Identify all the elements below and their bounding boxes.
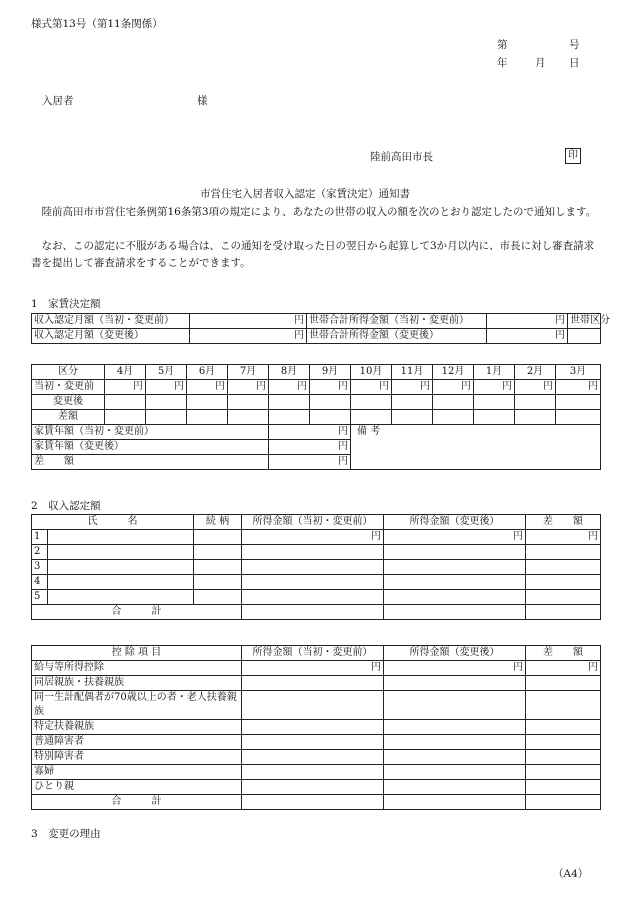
- rent-row-difference: [32, 410, 601, 425]
- yen-unit: 円: [242, 661, 384, 676]
- deduction-item: 普通障害者: [32, 735, 242, 750]
- rent-row-label: 変更後: [32, 395, 105, 410]
- household-class-label: 世帯区分: [568, 314, 601, 329]
- header-income-initial: 所得金額（当初・変更前）: [242, 515, 384, 530]
- annual-rent-changed-label: 家賃年額（変更後）: [32, 440, 269, 455]
- row-number: 4: [32, 575, 48, 590]
- deduction-item: 特別障害者: [32, 750, 242, 765]
- deduction-item: 給与等所得控除: [32, 661, 242, 676]
- section2-title: 2 収入認定額: [31, 500, 101, 512]
- row-number: 5: [32, 590, 48, 605]
- yen-unit: 円: [190, 314, 307, 329]
- date-day: 日: [569, 57, 580, 69]
- month-value-cell: [351, 395, 392, 410]
- month-value-cell: 円: [474, 380, 515, 395]
- deduction-item: 特定扶養親族: [32, 720, 242, 735]
- yen-unit: 円: [487, 314, 568, 329]
- rent-row-changed: [32, 395, 601, 410]
- annual-rent-initial-label: 家賃年額（当初・変更前）: [32, 425, 269, 440]
- deduction-item: 寡婦: [32, 765, 242, 780]
- month-header-cell: 5月: [146, 365, 187, 380]
- month-value-cell: [310, 410, 351, 425]
- month-value-cell: 円: [310, 380, 351, 395]
- month-value-cell: [433, 410, 474, 425]
- date-year: 年: [497, 57, 508, 69]
- yen-unit: 円: [269, 455, 351, 470]
- row2-mid-label: 世帯合計所得金額（変更後）: [307, 329, 487, 344]
- header-relationship: 続 柄: [194, 515, 242, 530]
- deduction-table: [31, 645, 601, 810]
- header-income-initial: 所得金額（当初・変更前）: [242, 646, 384, 661]
- month-value-cell: 円: [228, 380, 269, 395]
- month-value-cell: [105, 410, 146, 425]
- month-value-cell: [187, 410, 228, 425]
- monthly-rent-table: [31, 364, 601, 470]
- header-difference: 差 額: [526, 515, 601, 530]
- month-value-cell: [187, 395, 228, 410]
- month-value-cell: 円: [351, 380, 392, 395]
- month-value-cell: 円: [187, 380, 228, 395]
- yen-unit: 円: [526, 661, 601, 676]
- paragraph-2: なお、この認定に不服がある場合は、この通知を受け取った日の翌日から起算して3か月以内に、市長に対し審査請求書を提出して審査請求をすることができます。: [31, 240, 595, 269]
- rent-row-label: 差額: [32, 410, 105, 425]
- month-value-cell: [474, 395, 515, 410]
- month-value-cell: [474, 410, 515, 425]
- number-suffix: 号: [569, 39, 580, 51]
- deduction-item: 同一生計配偶者が70歳以上の者・老人扶養親族: [32, 691, 242, 720]
- rent-decision-table: [31, 313, 610, 344]
- row-number: 2: [32, 545, 48, 560]
- row1-mid-label: 世帯合計所得金額（当初・変更前）: [307, 314, 487, 329]
- month-header-cell: 10月: [351, 365, 392, 380]
- yen-unit: 円: [269, 440, 351, 455]
- section3-title: 3 変更の理由: [31, 828, 101, 840]
- month-value-cell: [515, 395, 556, 410]
- paragraph-1: 陸前高田市市営住宅条例第16条第3項の規定により、あなたの世帯の収入の額を次のとおり認定したので通知します。: [41, 206, 597, 218]
- month-value-cell: [556, 410, 601, 425]
- month-header-cell: 1月: [474, 365, 515, 380]
- month-value-cell: [351, 410, 392, 425]
- form-id: 様式第13号（第11条関係）: [31, 18, 163, 30]
- month-value-cell: [146, 410, 187, 425]
- income-table: [31, 514, 601, 620]
- yen-unit: 円: [384, 661, 526, 676]
- month-value-cell: [269, 410, 310, 425]
- issuer: 陸前高田市長: [370, 151, 433, 163]
- household-class-value: [568, 329, 601, 344]
- document-title: 市営住宅入居者収入認定（家賃決定）通知書: [200, 188, 410, 200]
- remarks-cell: [351, 425, 601, 470]
- month-value-cell: [392, 395, 433, 410]
- month-header-cell: 2月: [515, 365, 556, 380]
- month-header-cell: 9月: [310, 365, 351, 380]
- month-value-cell: [228, 410, 269, 425]
- date-month: 月: [535, 57, 546, 69]
- remarks-label: 備 考: [357, 426, 381, 437]
- month-value-cell: [269, 395, 310, 410]
- month-value-cell: 円: [146, 380, 187, 395]
- month-header-cell: 8月: [269, 365, 310, 380]
- rent-row-label: 当初・変更前: [32, 380, 105, 395]
- yen-unit: 円: [526, 530, 601, 545]
- header-difference: 差 額: [526, 646, 601, 661]
- row1-left-label: 収入認定月額（当初・変更前）: [32, 314, 190, 329]
- month-value-cell: 円: [269, 380, 310, 395]
- header-deduction-item: 控 除 項 目: [32, 646, 242, 661]
- yen-unit: 円: [242, 530, 384, 545]
- row2-left-label: 収入認定月額（変更後）: [32, 329, 190, 344]
- month-value-cell: 円: [433, 380, 474, 395]
- recipient-honorific: 様: [197, 95, 208, 107]
- month-value-cell: [556, 395, 601, 410]
- month-value-cell: 円: [105, 380, 146, 395]
- row-number: 1: [32, 530, 48, 545]
- month-header-cell: 6月: [187, 365, 228, 380]
- month-value-cell: [310, 395, 351, 410]
- row-number: 3: [32, 560, 48, 575]
- yen-unit: 円: [384, 530, 526, 545]
- month-value-cell: 円: [392, 380, 433, 395]
- annual-rent-difference-label: 差 額: [32, 455, 269, 470]
- deduction-item: 同居親族・扶養親族: [32, 676, 242, 691]
- header-income-changed: 所得金額（変更後）: [384, 515, 526, 530]
- month-value-cell: [146, 395, 187, 410]
- deduction-total-label: 合 計: [32, 795, 242, 810]
- header-income-changed: 所得金額（変更後）: [384, 646, 526, 661]
- month-header-cell: 3月: [556, 365, 601, 380]
- month-header-cell: 7月: [228, 365, 269, 380]
- month-header-row: [32, 365, 601, 380]
- month-value-cell: [433, 395, 474, 410]
- month-value-cell: 円: [515, 380, 556, 395]
- rent-row-initial: [32, 380, 601, 395]
- yen-unit: 円: [487, 329, 568, 344]
- section1-title: 1 家賃決定額: [31, 298, 101, 310]
- yen-unit: 円: [190, 329, 307, 344]
- recipient-label: 入居者: [42, 95, 74, 107]
- header-name: 氏 名: [32, 515, 194, 530]
- month-header-cell: 12月: [433, 365, 474, 380]
- number-label: 第: [497, 39, 508, 51]
- month-value-cell: [105, 395, 146, 410]
- yen-unit: 円: [269, 425, 351, 440]
- seal-stamp: 印: [565, 148, 581, 164]
- header-category: 区分: [32, 365, 105, 380]
- month-header-cell: 11月: [392, 365, 433, 380]
- month-value-cell: [228, 395, 269, 410]
- paper-size: （A4）: [553, 868, 589, 880]
- month-value-cell: 円: [556, 380, 601, 395]
- month-value-cell: [392, 410, 433, 425]
- deduction-item: ひとり親: [32, 780, 242, 795]
- month-header-cell: 4月: [105, 365, 146, 380]
- income-total-label: 合 計: [32, 605, 242, 620]
- month-value-cell: [515, 410, 556, 425]
